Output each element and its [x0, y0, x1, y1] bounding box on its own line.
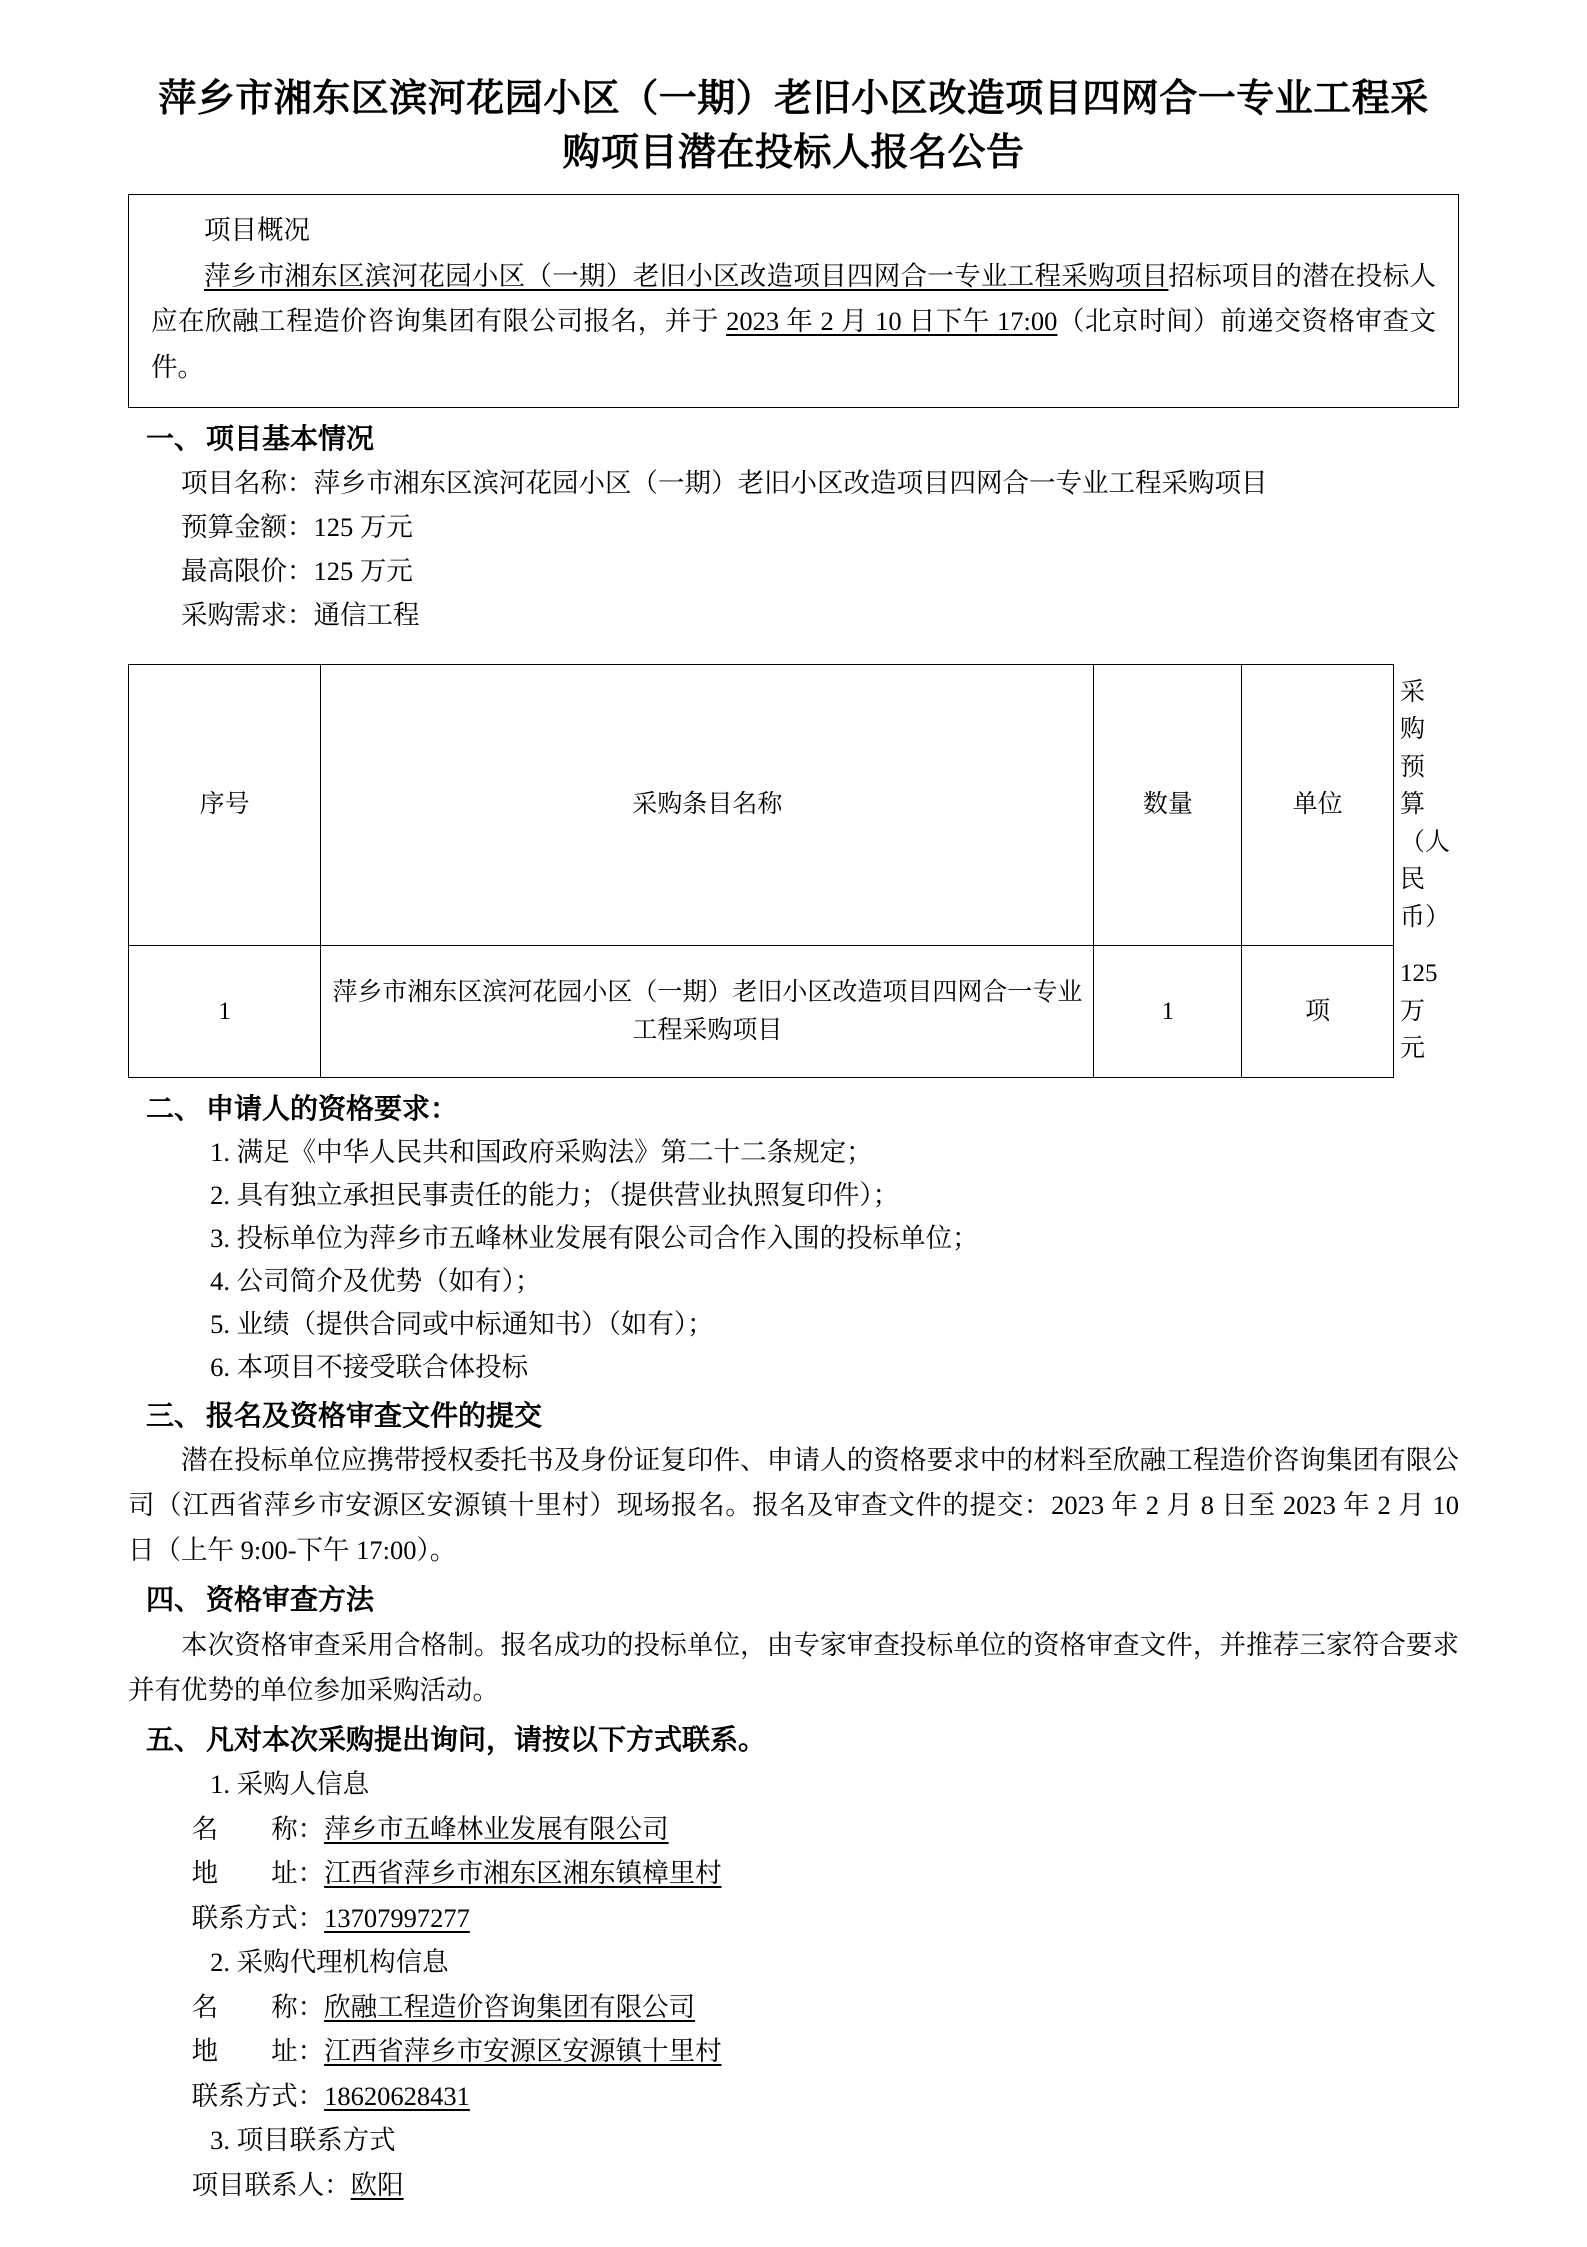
project-contact-value: 欧阳 — [350, 2169, 404, 2200]
project-overview-box — [128, 194, 1459, 408]
section-3-body: 潜在投标单位应携带授权委托书及身份证复印件、申请人的资格要求中的材料至欣融工程造价咨询集团有限公司（江西省萍乡市安源区安源镇十里村）现场报名。报名及审查文件的提交：2023 年 2 月 8 日至 2023 年 2 月 10 日（上午 9:00-下午 17:00）。 — [128, 1445, 1459, 1566]
table-cell-name: 萍乡市湘东区滨河花园小区（一期）老旧小区改造项目四网合一专业工程采购项目 — [321, 946, 1094, 1078]
qualification-item: 2. 具有独立承担民事责任的能力；（提供营业执照复印件）； — [210, 1180, 900, 1211]
agency-name-label: 名 称： — [191, 1991, 325, 2022]
purchaser-name-value: 萍乡市五峰林业发展有限公司 — [324, 1813, 669, 1844]
qualification-item: 6. 本项目不接受联合体投标 — [210, 1351, 529, 1382]
section-4-title: 资格审查方法 — [206, 1583, 375, 1617]
agency-contact-value: 18620628431 — [324, 2080, 470, 2111]
budget-value: 125 万元 — [313, 511, 413, 542]
demand-label: 采购需求： — [181, 599, 314, 630]
budget-row — [128, 506, 1459, 550]
purchaser-name-row — [128, 1807, 1459, 1852]
agency-name-row — [128, 1985, 1459, 2030]
qualification-item: 1. 满足《中华人民共和国政府采购法》第二十二条规定； — [210, 1137, 873, 1168]
demand-row — [128, 594, 1459, 638]
agency-address-row — [128, 2029, 1459, 2074]
project-contact-label: 项目联系人： — [191, 2169, 351, 2200]
qualification-item: 4. 公司简介及优势（如有）； — [210, 1266, 542, 1297]
section-2-number: 二、 — [146, 1091, 203, 1125]
project-contact-row — [128, 2163, 1459, 2208]
project-name-value: 萍乡市湘东区滨河花园小区（一期）老旧小区改造项目四网合一专业工程采购项目 — [313, 467, 1268, 498]
section-3-heading — [128, 1393, 1459, 1438]
qualification-item: 3. 投标单位为萍乡市五峰林业发展有限公司合作入围的投标单位； — [210, 1223, 979, 1254]
purchaser-contact-row — [128, 1896, 1459, 1941]
qualification-item: 5. 业绩（提供合同或中标通知书）（如有）； — [210, 1308, 714, 1339]
max-price-label: 最高限价： — [181, 555, 314, 586]
purchaser-contact-value: 13707997277 — [324, 1902, 470, 1933]
agency-info-title: 2. 采购代理机构信息 — [210, 1947, 449, 1978]
purchaser-name-label: 名 称： — [191, 1813, 325, 1844]
overview-label: 项目概况 — [204, 214, 310, 245]
table-header-qty: 数量 — [1094, 664, 1242, 946]
table-cell-no: 1 — [129, 946, 321, 1078]
purchaser-info-title: 1. 采购人信息 — [210, 1769, 370, 1800]
agency-name-value: 欣融工程造价咨询集团有限公司 — [324, 1991, 696, 2022]
table-header-name: 采购条目名称 — [321, 664, 1094, 946]
section-3-number: 三、 — [146, 1398, 203, 1432]
budget-label: 预算金额： — [181, 511, 314, 542]
section-1-number: 一、 — [146, 421, 203, 455]
section-2-heading — [128, 1086, 1459, 1131]
procurement-table — [128, 664, 1451, 1078]
overview-deadline: 2023 年 2 月 10 日下午 17:00 — [726, 306, 1058, 337]
section-1-title: 项目基本情况 — [206, 421, 375, 455]
agency-contact-label: 联系方式： — [191, 2080, 325, 2111]
section-4-heading — [128, 1577, 1459, 1622]
page-title: 萍乡市湘东区滨河花园小区（一期）老旧小区改造项目四网合一专业工程采购项目潜在投标人报名公告 — [158, 76, 1429, 174]
project-name-label: 项目名称： — [181, 467, 314, 498]
agency-contact-row — [128, 2074, 1459, 2119]
section-2-title: 申请人的资格要求： — [206, 1091, 459, 1125]
table-header-row: 序号 采购条目名称 数量 单位 采购预算 （人民币） — [129, 664, 1394, 946]
purchaser-contact-label: 联系方式： — [191, 1902, 325, 1933]
project-name-row — [128, 461, 1459, 506]
table-header-no: 序号 — [129, 664, 321, 946]
table-cell-unit: 项 — [1242, 946, 1394, 1078]
section-5-number: 五、 — [146, 1722, 203, 1756]
table-cell-qty: 1 — [1094, 946, 1242, 1078]
section-3-title: 报名及资格审查文件的提交 — [206, 1398, 543, 1432]
purchaser-address-row — [128, 1851, 1459, 1896]
purchaser-address-label: 地 址： — [191, 1858, 325, 1889]
overview-text-end: （北京时间）前递交资格审查文件。 — [151, 306, 1437, 382]
table-row: 1 萍乡市湘东区滨河花园小区（一期）老旧小区改造项目四网合一专业工程采购项目 1 项 125 万元 — [129, 946, 1394, 1078]
overview-text-mid: 招标项目的潜在投标人应在欣融工程造价咨询集团有限公司报名，并于 — [151, 260, 1437, 337]
section-5-title: 凡对本次采购提出询问，请按以下方式联系。 — [206, 1722, 767, 1756]
max-price-row — [128, 550, 1459, 594]
overview-text — [151, 254, 1436, 391]
max-price-value: 125 万元 — [313, 555, 413, 586]
agency-address-value: 江西省萍乡市安源区安源镇十里村 — [324, 2036, 722, 2067]
agency-address-label: 地 址： — [191, 2036, 325, 2067]
overview-project-name: 萍乡市湘东区滨河花园小区（一期）老旧小区改造项目四网合一专业工程采购项目 — [204, 260, 1169, 291]
demand-value: 通信工程 — [313, 599, 420, 630]
purchaser-address-value: 江西省萍乡市湘东区湘东镇樟里村 — [324, 1858, 722, 1889]
section-5-heading — [128, 1717, 1459, 1762]
project-contact-title: 3. 项目联系方式 — [210, 2125, 396, 2156]
table-header-unit: 单位 — [1242, 664, 1394, 946]
section-1-heading — [128, 416, 1459, 461]
section-4-body: 本次资格审查采用合格制。报名成功的投标单位，由专家审查投标单位的资格审查文件，并推荐三家符合要求并有优势的单位参加采购活动。 — [128, 1629, 1459, 1705]
section-4-number: 四、 — [146, 1583, 203, 1617]
